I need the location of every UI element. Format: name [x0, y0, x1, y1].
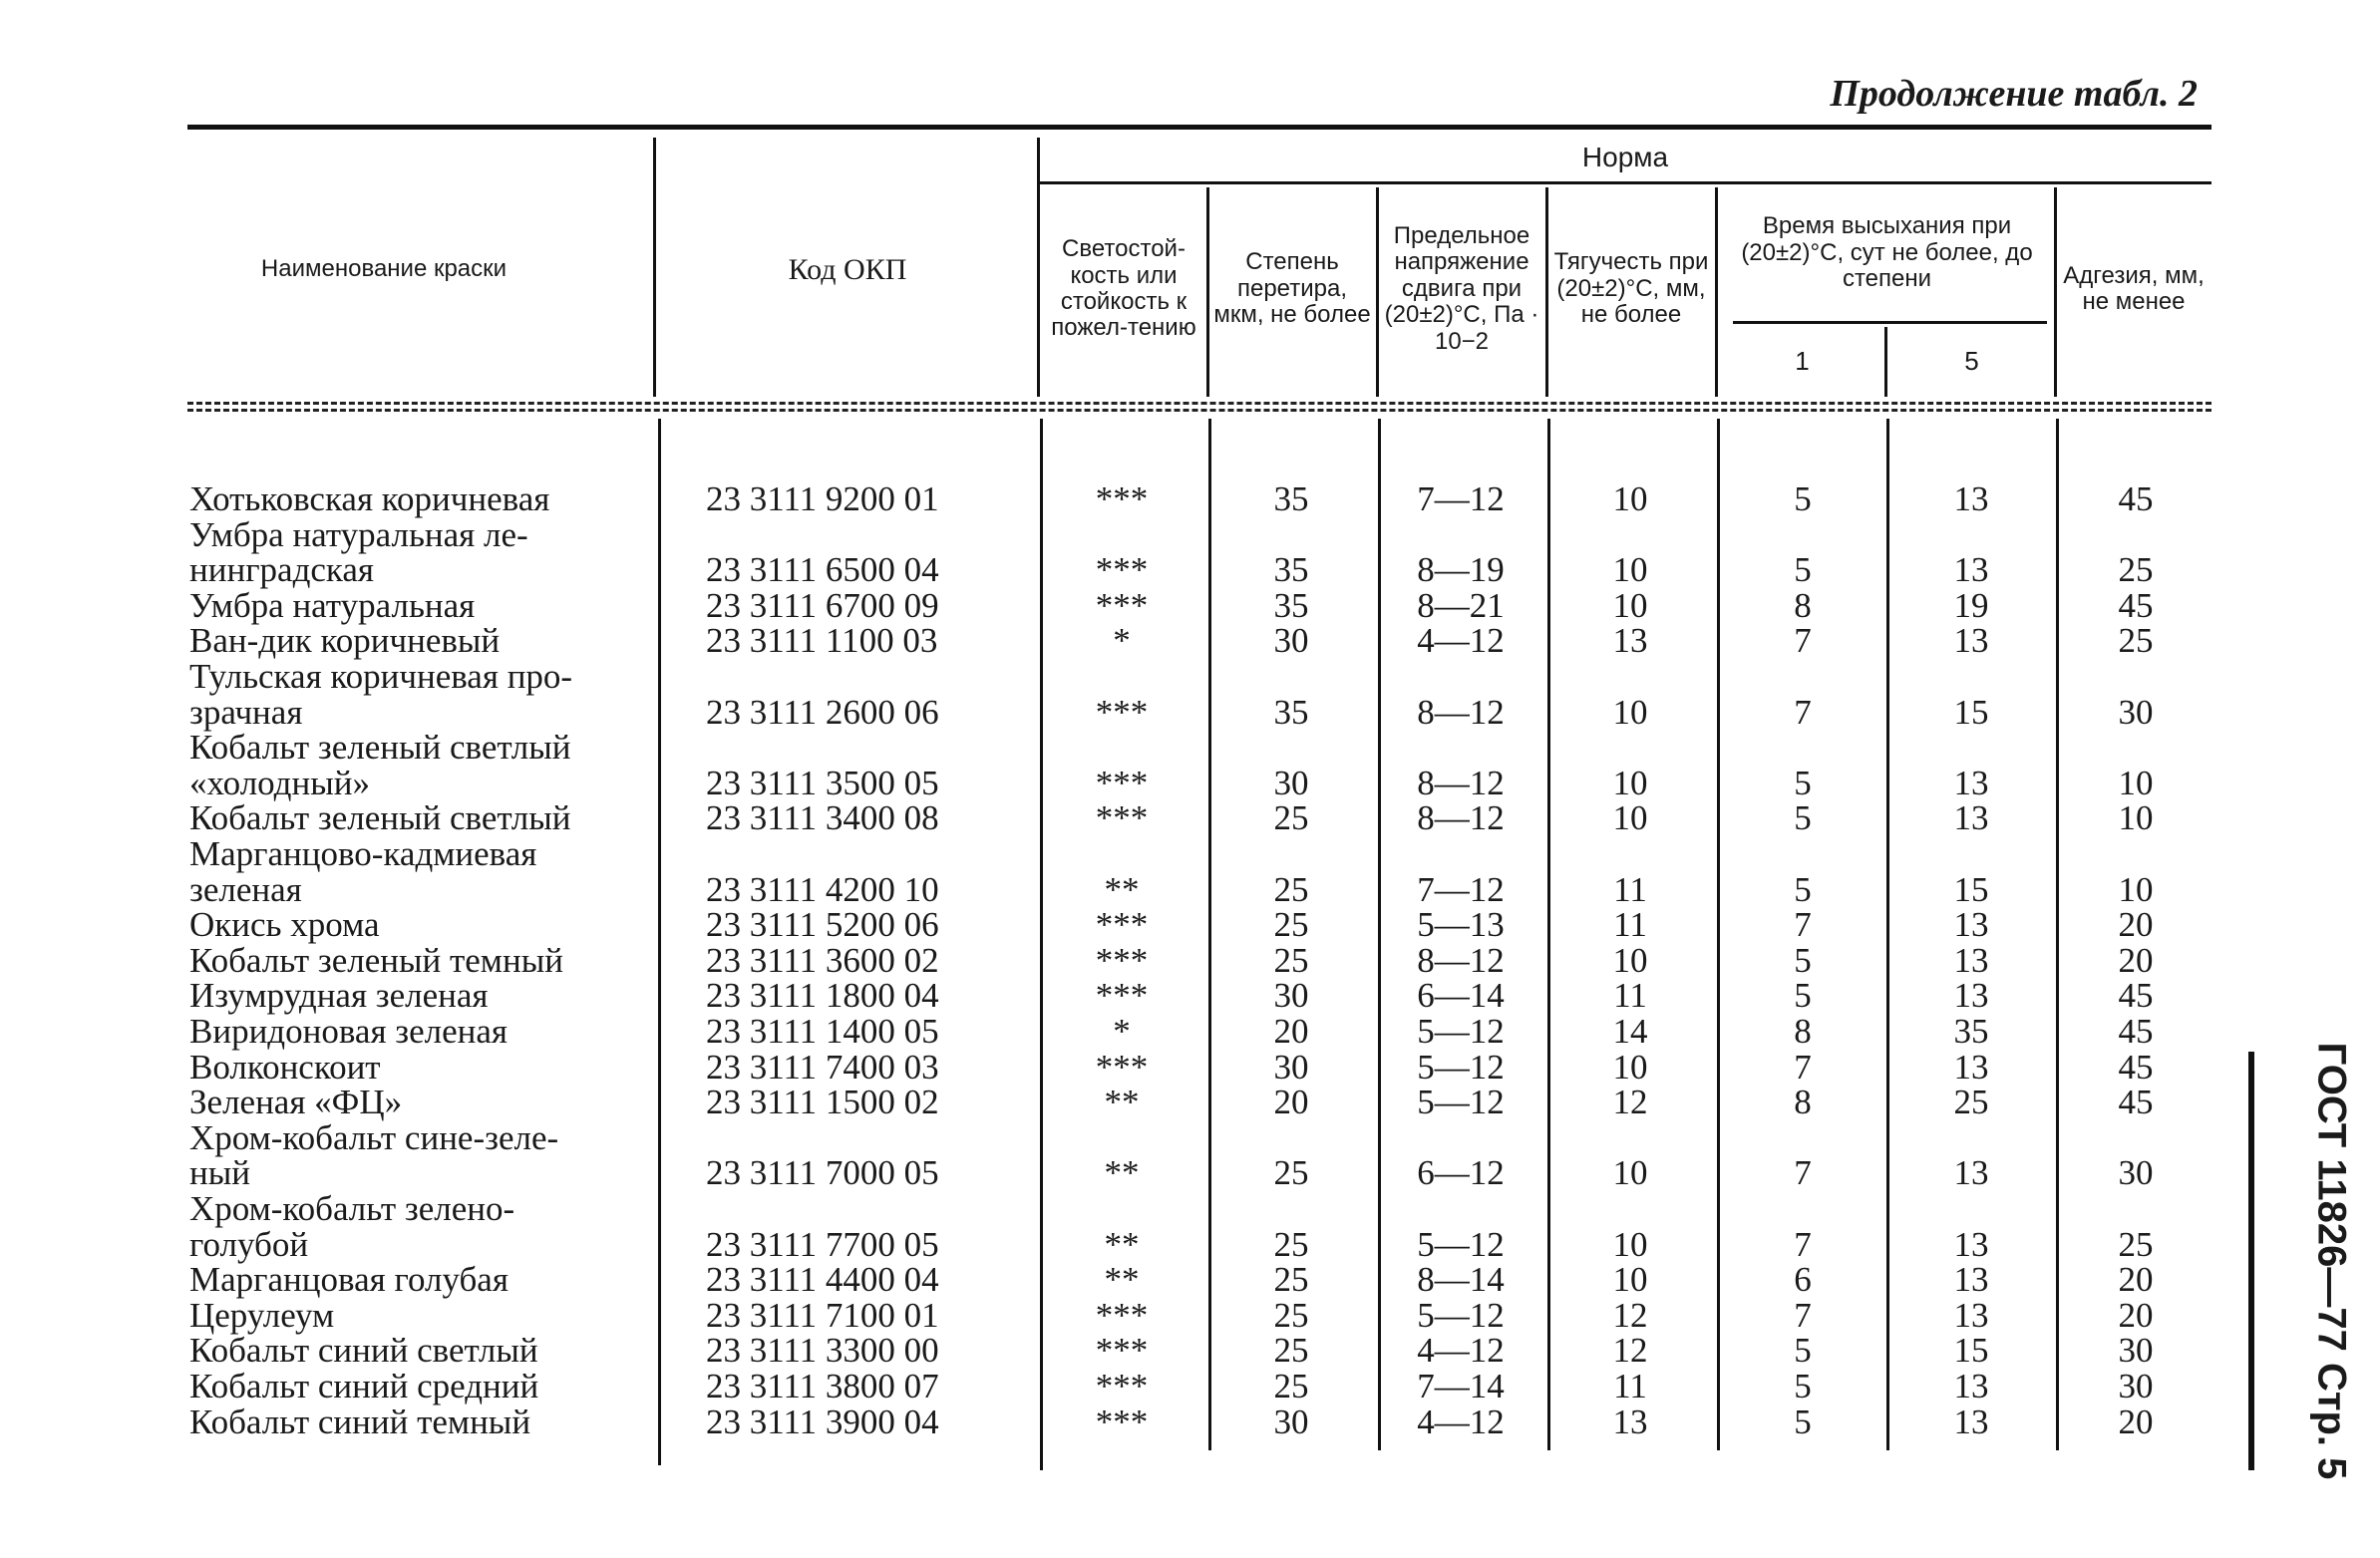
- cell-d5: 13: [1953, 621, 1989, 661]
- okp-code: 23 3111 3800 07: [706, 1367, 939, 1405]
- cell-adh: 10: [2118, 763, 2154, 802]
- header-separator: [187, 402, 2211, 405]
- cell-d1: 5: [1794, 1331, 1812, 1371]
- cell-d1: 7: [1794, 1047, 1812, 1087]
- paint-name: зеленая: [189, 869, 302, 909]
- cell-light: **: [1104, 1153, 1140, 1193]
- cell-shear: 5—12: [1417, 1295, 1505, 1335]
- okp-code: 23 3111 3300 00: [706, 1331, 939, 1371]
- cell-shear: 8—14: [1417, 1260, 1505, 1300]
- cell-adh: 20: [2118, 940, 2154, 980]
- table-row: [0, 585, 2380, 625]
- cell-flow: 13: [1612, 621, 1648, 661]
- cell-grind: 35: [1273, 479, 1309, 518]
- cell-d5: 13: [1953, 1295, 1989, 1335]
- okp-code: 23 3111 3600 02: [706, 940, 939, 980]
- cell-d5: 15: [1953, 1331, 1989, 1371]
- table-row: [0, 1155, 2380, 1191]
- okp-code: 23 3111 7000 05: [706, 1153, 939, 1193]
- okp-code: 23 3111 3900 04: [706, 1402, 939, 1441]
- table-row: [0, 763, 2380, 802]
- cell-shear: 7—12: [1417, 869, 1505, 909]
- cell-shear: 8—21: [1417, 585, 1505, 625]
- okp-code: 23 3111 1800 04: [706, 976, 939, 1016]
- table-row: [0, 907, 2380, 943]
- paint-name: Хром-кобальт сине-зеле-: [189, 1117, 559, 1157]
- cell-d5: 13: [1953, 798, 1989, 838]
- cell-shear: 8—12: [1417, 798, 1505, 838]
- cell-d5: 13: [1953, 1260, 1989, 1300]
- table-row: [0, 800, 2380, 836]
- paint-name: Церулеум: [189, 1295, 335, 1335]
- cell-light: ***: [1095, 1047, 1149, 1087]
- table-row: [0, 1295, 2380, 1335]
- okp-code: 23 3111 4200 10: [706, 869, 939, 909]
- cell-grind: 25: [1273, 1260, 1309, 1300]
- cell-d5: 13: [1953, 940, 1989, 980]
- table-row: [0, 623, 2380, 659]
- col-divider: [1206, 187, 1209, 397]
- okp-code: 23 3111 5200 06: [706, 905, 939, 945]
- table-row: [0, 1117, 2380, 1157]
- cell-grind: 25: [1273, 1331, 1309, 1371]
- cell-d5: 13: [1953, 1153, 1989, 1193]
- cell-d1: 7: [1794, 1295, 1812, 1335]
- header-light: Светостой-кость или стойкость к пожел-тению: [1051, 235, 1196, 342]
- paint-name: Хром-кобальт зелено-: [189, 1189, 515, 1228]
- cell-shear: 5—12: [1417, 1012, 1505, 1051]
- header-shear: Предельное напряжение сдвига при (20±2)°С, Па · 10−2: [1384, 222, 1539, 355]
- paint-name: Тульская коричневая про-: [189, 657, 573, 696]
- cell-d1: 7: [1794, 1224, 1812, 1264]
- paint-name: Окись хрома: [189, 905, 380, 945]
- cell-light: ***: [1095, 798, 1149, 838]
- header-dry-5: 5: [1964, 345, 1979, 376]
- table-row: [0, 836, 2380, 872]
- cell-d1: 5: [1794, 763, 1812, 802]
- cell-d5: 15: [1953, 869, 1989, 909]
- paint-name: «холодный»: [189, 763, 370, 802]
- cell-light: **: [1104, 1224, 1140, 1264]
- cell-light: *: [1113, 621, 1131, 661]
- cell-flow: 11: [1613, 976, 1647, 1016]
- cell-flow: 10: [1612, 1224, 1648, 1264]
- cell-adh: 45: [2118, 1047, 2154, 1087]
- cell-grind: 25: [1273, 798, 1309, 838]
- cell-light: **: [1104, 1083, 1140, 1122]
- table-row: [0, 1014, 2380, 1050]
- table-row: [0, 552, 2380, 588]
- cell-light: ***: [1095, 940, 1149, 980]
- cell-d1: 8: [1794, 1012, 1812, 1051]
- cell-flow: 10: [1612, 550, 1648, 590]
- paint-name: Кобальт синий средний: [189, 1367, 539, 1405]
- paint-name: Хотьковская коричневая: [189, 479, 550, 518]
- cell-d5: 13: [1953, 1367, 1989, 1405]
- cell-light: **: [1104, 869, 1140, 909]
- norma-rule: [1037, 181, 2211, 184]
- paint-name: зрачная: [189, 692, 303, 732]
- okp-code: 23 3111 3400 08: [706, 798, 939, 838]
- cell-grind: 35: [1273, 692, 1309, 732]
- cell-d1: 5: [1794, 1402, 1812, 1441]
- cell-flow: 12: [1612, 1331, 1648, 1371]
- cell-flow: 11: [1613, 869, 1647, 909]
- table-row: [0, 1404, 2380, 1440]
- cell-d5: 15: [1953, 692, 1989, 732]
- cell-flow: 10: [1612, 763, 1648, 802]
- cell-shear: 6—14: [1417, 976, 1505, 1016]
- cell-flow: 10: [1612, 1047, 1648, 1087]
- paint-name: Кобальт зеленый светлый: [189, 798, 571, 838]
- cell-shear: 4—12: [1417, 621, 1505, 661]
- cell-flow: 10: [1612, 1260, 1648, 1300]
- okp-code: 23 3111 6700 09: [706, 585, 939, 625]
- cell-d1: 5: [1794, 869, 1812, 909]
- okp-code: 23 3111 7400 03: [706, 1047, 939, 1087]
- cell-d1: 5: [1794, 479, 1812, 518]
- header-name: Наименование краски: [260, 254, 508, 282]
- cell-flow: 14: [1612, 1012, 1648, 1051]
- cell-adh: 10: [2118, 869, 2154, 909]
- cell-light: ***: [1095, 1367, 1149, 1405]
- paint-name: Умбра натуральная ле-: [189, 514, 528, 554]
- cell-d5: 13: [1953, 1224, 1989, 1264]
- paint-name: Марганцово-кадмиевая: [189, 834, 537, 873]
- cell-grind: 20: [1273, 1083, 1309, 1122]
- cell-grind: 25: [1273, 1367, 1309, 1405]
- paint-name: Зеленая «ФЦ»: [189, 1083, 403, 1122]
- okp-code: 23 3111 4400 04: [706, 1260, 939, 1300]
- top-rule: [187, 125, 2211, 130]
- cell-adh: 45: [2118, 585, 2154, 625]
- cell-adh: 20: [2118, 905, 2154, 945]
- cell-grind: 30: [1273, 1402, 1309, 1441]
- cell-adh: 20: [2118, 1402, 2154, 1441]
- cell-d1: 5: [1794, 798, 1812, 838]
- okp-code: 23 3111 6500 04: [706, 550, 939, 590]
- cell-shear: 5—12: [1417, 1083, 1505, 1122]
- cell-adh: 25: [2118, 550, 2154, 590]
- cell-d1: 7: [1794, 1153, 1812, 1193]
- cell-grind: 35: [1273, 585, 1309, 625]
- cell-shear: 8—12: [1417, 692, 1505, 732]
- cell-light: ***: [1095, 585, 1149, 625]
- paint-name: Кобальт синий светлый: [189, 1331, 538, 1371]
- cell-light: ***: [1095, 479, 1149, 518]
- cell-flow: 12: [1612, 1083, 1648, 1122]
- header-code: Код ОКП: [788, 252, 907, 286]
- side-label: ГОСТ 11826—77 Стр. 5: [2309, 1042, 2354, 1480]
- table-row: [0, 1191, 2380, 1227]
- table-caption: Продолжение табл. 2: [1830, 73, 2198, 115]
- cell-light: *: [1113, 1012, 1131, 1051]
- table-row: [0, 1262, 2380, 1298]
- table-row: [0, 692, 2380, 732]
- cell-d1: 8: [1794, 1083, 1812, 1122]
- paint-name: Волконскоит: [189, 1047, 381, 1087]
- cell-flow: 10: [1612, 479, 1648, 518]
- cell-d5: 25: [1953, 1083, 1989, 1122]
- cell-d5: 13: [1953, 1402, 1989, 1441]
- cell-grind: 25: [1273, 905, 1309, 945]
- cell-adh: 25: [2118, 1224, 2154, 1264]
- table-row: [0, 1085, 2380, 1120]
- paint-name: Кобальт зеленый темный: [189, 940, 563, 980]
- okp-code: 23 3111 3500 05: [706, 763, 939, 802]
- cell-adh: 45: [2118, 1083, 2154, 1122]
- cell-flow: 10: [1612, 692, 1648, 732]
- cell-grind: 25: [1273, 1224, 1309, 1264]
- cell-grind: 30: [1273, 763, 1309, 802]
- col-divider: [1037, 138, 1040, 397]
- okp-code: 23 3111 1100 03: [706, 621, 938, 661]
- header-flow: Тягучесть при (20±2)°С, мм, не более: [1553, 248, 1709, 329]
- okp-code: 23 3111 7100 01: [706, 1295, 939, 1335]
- cell-shear: 4—12: [1417, 1402, 1505, 1441]
- header-adhesion: Адгезия, мм, не менее: [2063, 261, 2205, 315]
- paint-name: Марганцовая голубая: [189, 1260, 509, 1300]
- cell-shear: 5—13: [1417, 905, 1505, 945]
- okp-code: 23 3111 1400 05: [706, 1012, 939, 1051]
- cell-d5: 35: [1953, 1012, 1989, 1051]
- cell-d5: 13: [1953, 1047, 1989, 1087]
- paint-name: Виридоновая зеленая: [189, 1012, 509, 1051]
- paint-name: голубой: [189, 1224, 309, 1264]
- cell-d5: 19: [1953, 585, 1989, 625]
- cell-grind: 25: [1273, 869, 1309, 909]
- cell-grind: 30: [1273, 1047, 1309, 1087]
- cell-adh: 30: [2118, 1367, 2154, 1405]
- cell-adh: 45: [2118, 976, 2154, 1016]
- cell-flow: 11: [1613, 1367, 1647, 1405]
- paint-name: ный: [189, 1153, 250, 1193]
- table-row: [0, 659, 2380, 695]
- cell-d5: 13: [1953, 905, 1989, 945]
- table-row: [0, 1333, 2380, 1369]
- table-row: [0, 940, 2380, 980]
- table-row: [0, 978, 2380, 1014]
- cell-shear: 6—12: [1417, 1153, 1505, 1193]
- cell-shear: 8—12: [1417, 763, 1505, 802]
- cell-light: ***: [1095, 550, 1149, 590]
- table-row: [0, 1047, 2380, 1087]
- table-row: [0, 1224, 2380, 1264]
- cell-flow: 10: [1612, 1153, 1648, 1193]
- cell-grind: 25: [1273, 940, 1309, 980]
- table-row: [0, 869, 2380, 909]
- paint-name: Изумрудная зеленая: [189, 976, 489, 1016]
- cell-d1: 5: [1794, 976, 1812, 1016]
- cell-grind: 30: [1273, 976, 1309, 1016]
- cell-light: ***: [1095, 1295, 1149, 1335]
- table-row: [0, 1369, 2380, 1404]
- cell-d5: 13: [1953, 479, 1989, 518]
- table-row: [0, 514, 2380, 554]
- cell-shear: 7—12: [1417, 479, 1505, 518]
- header-drying: Время высыхания при (20±2)°С, сут не более, до степени: [1741, 212, 2033, 293]
- cell-shear: 8—12: [1417, 940, 1505, 980]
- col-divider: [1545, 187, 1548, 397]
- col-divider: [653, 138, 656, 397]
- header-norma: Норма: [1581, 141, 1669, 172]
- paint-name: Умбра натуральная: [189, 585, 476, 625]
- cell-grind: 25: [1273, 1295, 1309, 1335]
- cell-d5: 13: [1953, 763, 1989, 802]
- cell-adh: 20: [2118, 1260, 2154, 1300]
- cell-grind: 20: [1273, 1012, 1309, 1051]
- cell-grind: 35: [1273, 550, 1309, 590]
- paint-name: нинградская: [189, 550, 375, 590]
- cell-light: **: [1104, 1260, 1140, 1300]
- cell-light: ***: [1095, 1331, 1149, 1371]
- cell-d1: 7: [1794, 621, 1812, 661]
- cell-flow: 13: [1612, 1402, 1648, 1441]
- cell-shear: 5—12: [1417, 1224, 1505, 1264]
- drying-rule: [1733, 321, 2047, 324]
- cell-light: ***: [1095, 692, 1149, 732]
- paint-name: Кобальт зеленый светлый: [189, 728, 571, 768]
- cell-adh: 20: [2118, 1295, 2154, 1335]
- cell-grind: 30: [1273, 621, 1309, 661]
- cell-grind: 25: [1273, 1153, 1309, 1193]
- col-divider: [1884, 327, 1887, 397]
- cell-adh: 30: [2118, 1331, 2154, 1371]
- okp-code: 23 3111 2600 06: [706, 692, 939, 732]
- col-divider: [2054, 187, 2057, 397]
- header-grind: Степень перетира, мкм, не более: [1213, 248, 1371, 329]
- cell-adh: 30: [2118, 1153, 2154, 1193]
- cell-shear: 7—14: [1417, 1367, 1505, 1405]
- okp-code: 23 3111 7700 05: [706, 1224, 939, 1264]
- col-divider: [1715, 187, 1718, 397]
- okp-code: 23 3111 1500 02: [706, 1083, 939, 1122]
- cell-flow: 10: [1612, 585, 1648, 625]
- table-row: [0, 481, 2380, 517]
- col-divider: [1376, 187, 1379, 397]
- cell-shear: 8—19: [1417, 550, 1505, 590]
- cell-d1: 6: [1794, 1260, 1812, 1300]
- cell-flow: 12: [1612, 1295, 1648, 1335]
- cell-shear: 4—12: [1417, 1331, 1505, 1371]
- cell-adh: 25: [2118, 621, 2154, 661]
- cell-adh: 30: [2118, 692, 2154, 732]
- okp-code: 23 3111 9200 01: [706, 479, 939, 518]
- cell-adh: 45: [2118, 1012, 2154, 1051]
- cell-flow: 10: [1612, 798, 1648, 838]
- cell-light: ***: [1095, 1402, 1149, 1441]
- cell-d5: 13: [1953, 976, 1989, 1016]
- cell-light: ***: [1095, 976, 1149, 1016]
- cell-d1: 5: [1794, 940, 1812, 980]
- paint-name: Ван-дик коричневый: [189, 621, 501, 661]
- cell-d1: 5: [1794, 550, 1812, 590]
- table-row: [0, 730, 2380, 766]
- cell-adh: 10: [2118, 798, 2154, 838]
- cell-d1: 7: [1794, 905, 1812, 945]
- cell-d1: 7: [1794, 692, 1812, 732]
- cell-flow: 11: [1613, 905, 1647, 945]
- cell-light: ***: [1095, 763, 1149, 802]
- cell-d1: 5: [1794, 1367, 1812, 1405]
- header-separator-2: [187, 409, 2211, 412]
- header-dry-1: 1: [1795, 345, 1810, 376]
- cell-shear: 5—12: [1417, 1047, 1505, 1087]
- cell-adh: 45: [2118, 479, 2154, 518]
- cell-d1: 8: [1794, 585, 1812, 625]
- cell-d5: 13: [1953, 550, 1989, 590]
- paint-name: Кобальт синий темный: [189, 1402, 531, 1441]
- cell-flow: 10: [1612, 940, 1648, 980]
- cell-light: ***: [1095, 905, 1149, 945]
